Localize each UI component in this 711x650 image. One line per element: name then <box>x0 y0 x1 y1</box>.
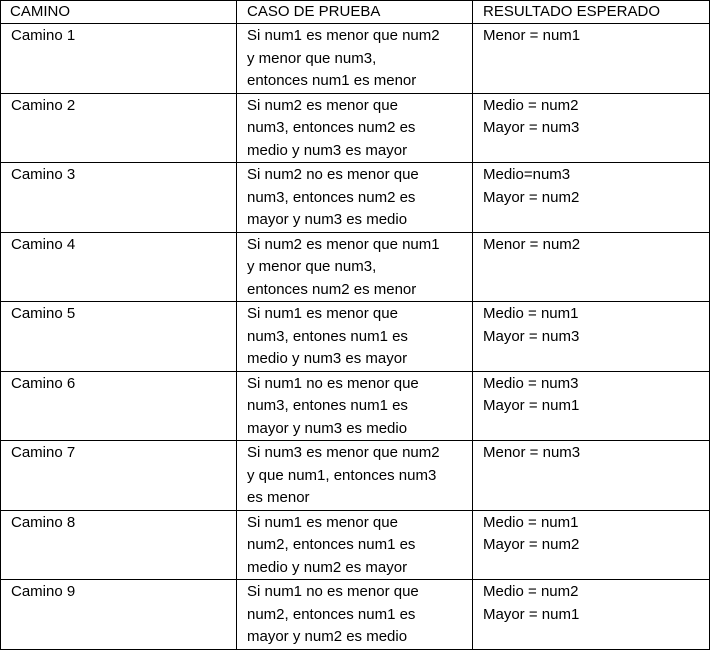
caso-de-prueba-line: num3, entonces num2 es <box>247 119 416 136</box>
camino-cell <box>1 441 237 511</box>
resultado-esperado-line: Mayor = num1 <box>483 397 580 414</box>
caso-de-prueba-line: mayor y num2 es medio <box>247 628 408 645</box>
camino-cell <box>1 580 237 650</box>
header-resultado-esperado: RESULTADO ESPERADO <box>473 1 710 24</box>
camino-label: Camino 2 <box>11 96 76 114</box>
caso-de-prueba-line: Si num1 es menor que num2 <box>247 27 440 44</box>
caso-de-prueba-line: y menor que num3, <box>247 258 377 275</box>
camino-label: Camino 5 <box>11 305 76 322</box>
resultado-esperado-cell <box>473 232 710 302</box>
resultado-esperado-cell <box>473 510 710 580</box>
camino-label: Camino 3 <box>11 166 76 183</box>
resultado-esperado-line: Mayor = num2 <box>483 188 580 206</box>
resultado-esperado-line: Medio = num1 <box>483 305 579 322</box>
caso-de-prueba-line: medio y num3 es mayor <box>247 350 408 367</box>
resultado-esperado-line: Mayor = num2 <box>483 536 580 553</box>
caso-de-prueba-line: num3, entones num1 es <box>247 397 408 414</box>
resultado-esperado-cell <box>473 24 710 94</box>
table-row <box>1 580 710 650</box>
caso-de-prueba-line: num2, entonces num1 es <box>247 536 416 553</box>
camino-label: Camino 8 <box>11 513 76 531</box>
caso-de-prueba-line: y menor que num3, <box>247 49 377 67</box>
camino-label: Camino 1 <box>11 27 76 44</box>
resultado-esperado-line: Medio = num3 <box>483 374 579 392</box>
camino-label: Camino 7 <box>11 444 76 461</box>
header-row <box>1 1 710 24</box>
caso-de-prueba-line: Si num1 es menor que <box>247 305 398 322</box>
resultado-esperado-line: Medio=num3 <box>483 166 571 183</box>
caso-de-prueba-line: Si num2 es menor que num1 <box>247 235 440 253</box>
resultado-esperado-cell <box>473 580 710 650</box>
resultado-esperado-cell <box>473 93 710 163</box>
resultado-esperado-cell <box>473 163 710 233</box>
caso-de-prueba-line: entonces num2 es menor <box>247 280 417 298</box>
header-camino: CAMINO <box>1 1 237 24</box>
resultado-esperado-cell <box>473 441 710 511</box>
table-row <box>1 441 710 511</box>
resultado-esperado-line: Menor = num2 <box>483 235 581 253</box>
resultado-esperado-line: Mayor = num3 <box>483 327 580 345</box>
table-row <box>1 93 710 163</box>
table-row <box>1 232 710 302</box>
camino-cell <box>1 93 237 163</box>
caso-de-prueba-cell <box>237 93 473 163</box>
camino-label: Camino 4 <box>11 235 76 253</box>
resultado-esperado-line: Menor = num1 <box>483 27 581 44</box>
caso-de-prueba-cell <box>237 580 473 650</box>
table-row <box>1 302 710 372</box>
table-row <box>1 163 710 233</box>
resultado-esperado-line: Mayor = num3 <box>483 119 580 136</box>
camino-cell <box>1 510 237 580</box>
table-row <box>1 371 710 441</box>
camino-label: Camino 9 <box>11 583 76 600</box>
caso-de-prueba-line: num2, entonces num1 es <box>247 605 416 623</box>
resultado-esperado-cell <box>473 302 710 372</box>
table-row <box>1 510 710 580</box>
camino-cell <box>1 302 237 372</box>
resultado-esperado-cell <box>473 371 710 441</box>
camino-cell <box>1 163 237 233</box>
caso-de-prueba-line: mayor y num3 es medio <box>247 211 408 228</box>
caso-de-prueba-line: num3, entones num1 es <box>247 327 408 345</box>
caso-de-prueba-line: medio y num3 es mayor <box>247 141 408 159</box>
table-row <box>1 24 710 94</box>
caso-de-prueba-cell <box>237 510 473 580</box>
caso-de-prueba-line: medio y num2 es mayor <box>247 558 408 576</box>
caso-de-prueba-cell <box>237 163 473 233</box>
resultado-esperado-line: Menor = num3 <box>483 444 581 461</box>
caso-de-prueba-line: Si num2 no es menor que <box>247 166 419 183</box>
camino-cell <box>1 232 237 302</box>
camino-cell <box>1 371 237 441</box>
camino-label: Camino 6 <box>11 374 76 392</box>
caso-de-prueba-cell <box>237 24 473 94</box>
resultado-esperado-line: Medio = num1 <box>483 513 579 531</box>
resultado-esperado-line: Medio = num2 <box>483 96 579 114</box>
caso-de-prueba-cell <box>237 232 473 302</box>
camino-cell <box>1 24 237 94</box>
caso-de-prueba-line: Si num1 no es menor que <box>247 583 419 600</box>
table-body <box>1 24 710 650</box>
caso-de-prueba-line: y que num1, entonces num3 <box>247 466 437 484</box>
caso-de-prueba-cell <box>237 302 473 372</box>
resultado-esperado-line: Medio = num2 <box>483 583 579 600</box>
caso-de-prueba-line: Si num1 no es menor que <box>247 374 419 392</box>
caso-de-prueba-line: mayor y num3 es medio <box>247 419 408 437</box>
caso-de-prueba-line: Si num2 es menor que <box>247 96 398 114</box>
caso-de-prueba-line: entonces num1 es menor <box>247 72 417 89</box>
caso-de-prueba-line: num3, entonces num2 es <box>247 188 416 206</box>
caso-de-prueba-line: Si num3 es menor que num2 <box>247 444 440 461</box>
resultado-esperado-line: Mayor = num1 <box>483 605 580 623</box>
header-caso-de-prueba: CASO DE PRUEBA <box>237 1 473 24</box>
caso-de-prueba-cell <box>237 441 473 511</box>
caso-de-prueba-cell <box>237 371 473 441</box>
caso-de-prueba-line: Si num1 es menor que <box>247 513 398 531</box>
caso-de-prueba-line: es menor <box>247 489 310 506</box>
